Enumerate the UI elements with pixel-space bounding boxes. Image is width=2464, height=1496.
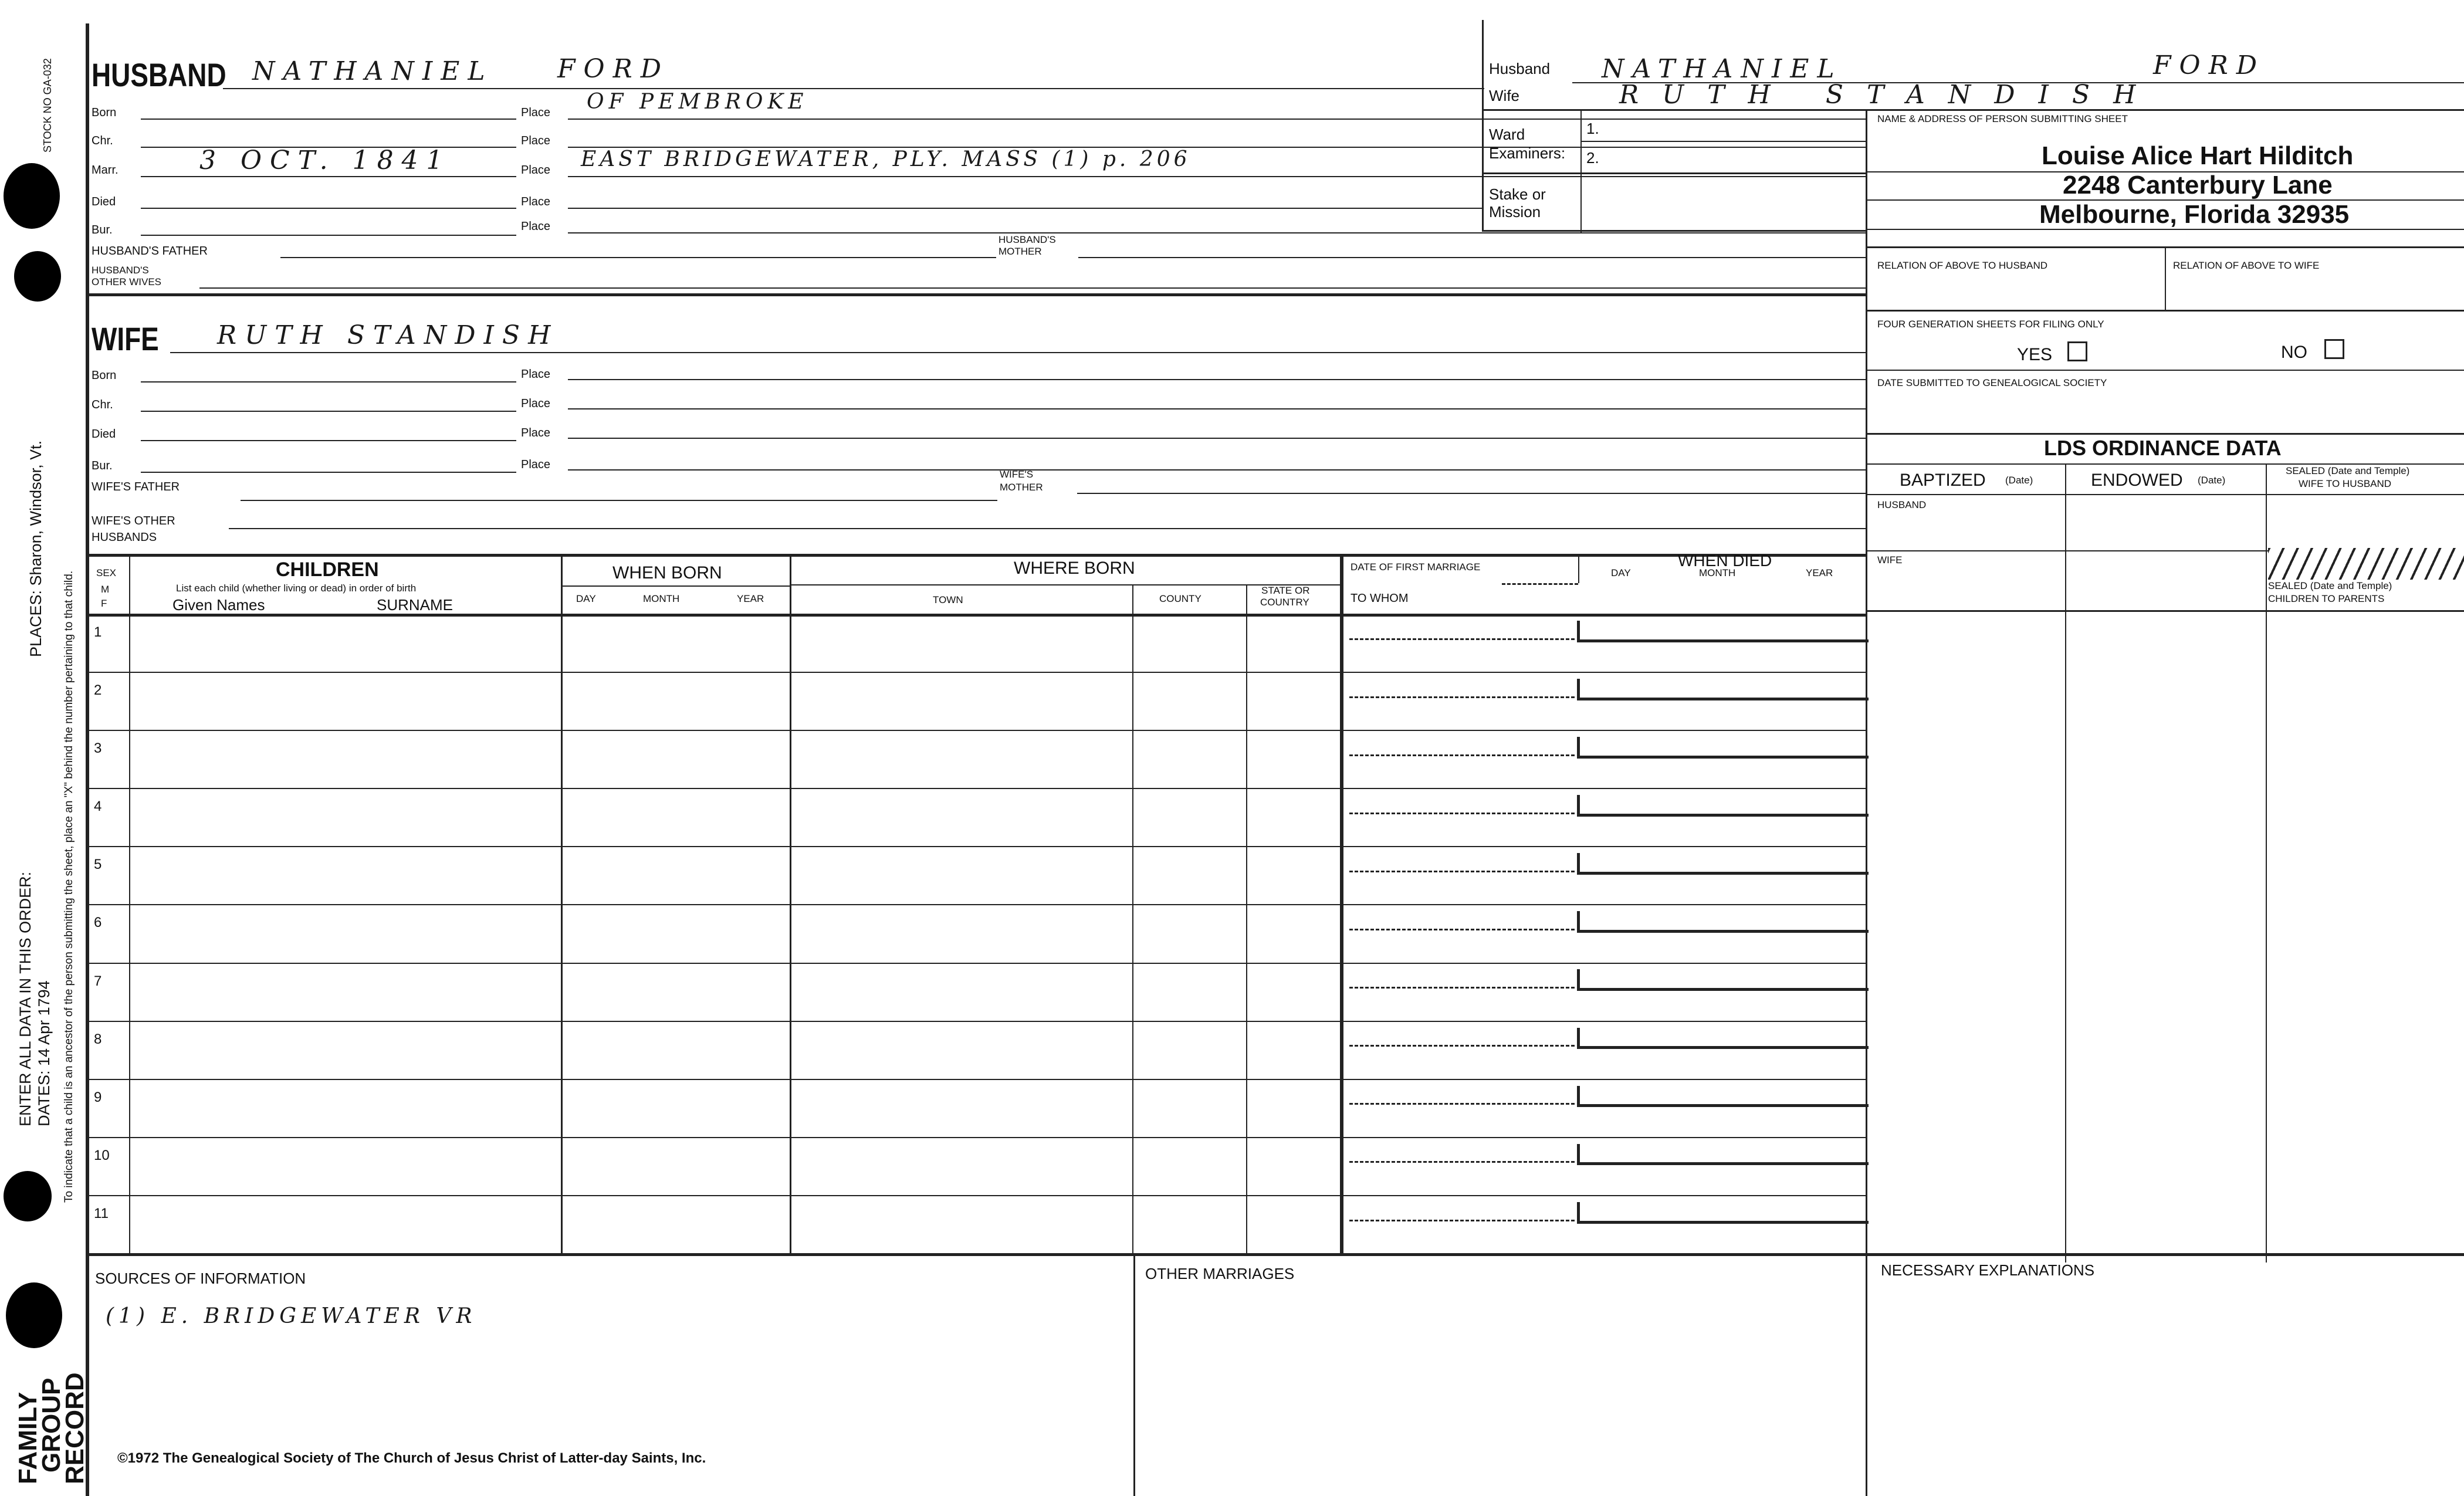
lds-sealed-label-1: SEALED (Date and Temple): [2286, 465, 2410, 476]
child-row-divider: [86, 963, 1866, 964]
child-marriage-dash: [1349, 871, 1575, 872]
wife-heading: WIFE: [92, 320, 159, 357]
surname-header: SURNAME: [377, 596, 453, 614]
child-died-bracket: [1577, 679, 1869, 700]
died-month-header: MONTH: [1699, 567, 1736, 578]
husbands-mother-label-1: HUSBAND'S: [999, 234, 1056, 245]
title-group: GROUP: [37, 1377, 66, 1473]
husband-marr-line: [141, 176, 516, 177]
wifes-father-label: WIFE'S FATHER: [92, 480, 180, 493]
lds-wife-label: WIFE: [1877, 554, 1903, 566]
lds-col-divider-2: [2266, 463, 2267, 1263]
lds-baptized: BAPTIZED: [1900, 471, 1986, 490]
wifes-father-line: [241, 500, 997, 501]
children-table-bottom: [86, 1253, 2464, 1256]
lds-husband-label: HUSBAND: [1877, 499, 1927, 510]
wifes-mother-label-1: WIFE'S: [1000, 469, 1034, 480]
punch-hole-1: [4, 163, 60, 229]
husband-marr-label: Marr.: [92, 164, 119, 177]
wife-died-line: [141, 440, 516, 441]
wife-bur-place-label: Place: [521, 458, 551, 471]
relation-divider: [2165, 246, 2166, 310]
husband-born-line: [141, 119, 516, 120]
husband-given-name: NATHANIEL: [252, 56, 493, 86]
child-row-divider: [86, 788, 1866, 789]
born-month-header: MONTH: [643, 593, 680, 604]
where-born-subline: [790, 584, 1342, 585]
husband-bur-place-line: [568, 232, 1866, 233]
side-instruction-indicate: To indicate that a child is an ancestor of the person submitting the sheet, place an "X" behind the number pertaining to that child.: [63, 570, 75, 1203]
wife-died-label: Died: [92, 428, 116, 441]
title-record: RECORD: [60, 1372, 89, 1484]
stake-bottom-line: [1482, 230, 1866, 232]
husbands-other-wives-label-2: OTHER WIVES: [92, 276, 162, 287]
lds-baptized-date: (Date): [2005, 475, 2033, 486]
husband-died-label: Died: [92, 195, 116, 208]
lds-title: LDS ORDINANCE DATA: [2044, 436, 2282, 460]
submitter-city: Melbourne, Florida 32935: [2039, 200, 2350, 229]
husbands-other-wives-label-1: HUSBAND'S: [92, 265, 149, 276]
submitter-label: NAME & ADDRESS OF PERSON SUBMITTING SHEET: [1877, 113, 2128, 124]
mission-label: Mission: [1489, 203, 1541, 221]
town-header: TOWN: [933, 594, 963, 605]
child-row-divider: [86, 730, 1866, 731]
child-row-number: 1: [94, 624, 102, 640]
relation-bottom: [1866, 310, 2464, 312]
lds-wife-bottom: [1866, 610, 2464, 612]
wifes-mother-line: [1077, 493, 1866, 494]
yes-checkbox[interactable]: [2067, 341, 2087, 361]
lds-sealed-label-2: WIFE TO HUSBAND: [2299, 478, 2392, 489]
header-wife-label: Wife: [1489, 87, 1519, 104]
husband-name-line: [223, 88, 1484, 89]
copyright: ©1972 The Genealogical Society of The Church of Jesus Christ of Latter-day Saints, Inc.: [117, 1450, 706, 1466]
child-marriage-dash: [1349, 754, 1575, 756]
husband-died-place-line: [568, 208, 1483, 209]
examiner-2: 2.: [1586, 149, 1599, 167]
examiners-label: Examiners:: [1489, 144, 1566, 162]
child-row-number: 3: [94, 740, 102, 757]
died-day-header: DAY: [1611, 567, 1631, 578]
header-wife-name: RUTH STANDISH: [1619, 80, 2160, 110]
sources-label: SOURCES OF INFORMATION: [95, 1270, 306, 1287]
child-marriage-dash: [1349, 1161, 1575, 1163]
husband-bur-label: Bur.: [92, 224, 113, 236]
child-row-number: 2: [94, 682, 102, 699]
child-row-divider: [86, 1137, 1866, 1138]
child-row-number: 10: [94, 1147, 110, 1163]
husband-died-place-label: Place: [521, 195, 551, 208]
lds-title-bottom: [1866, 463, 2464, 465]
husband-marr-place-line: [568, 176, 1866, 177]
child-died-bracket: [1577, 795, 1869, 817]
children-header-bottom: [86, 614, 1866, 617]
stock-number: STOCK NO GA-032: [42, 58, 53, 153]
form-left-border: [86, 23, 89, 1496]
husband-born-place: OF PEMBROKE: [587, 90, 808, 114]
wife-bur-label: Bur.: [92, 459, 113, 472]
wife-bur-line: [141, 472, 516, 473]
four-gen-label: FOUR GENERATION SHEETS FOR FILING ONLY: [1877, 319, 2104, 330]
husband-born-place-line: [568, 119, 1866, 120]
child-row-number: 4: [94, 798, 102, 815]
header-right-divider: [1482, 20, 1484, 231]
yes-label: YES: [2017, 345, 2053, 364]
child-row-number: 5: [94, 857, 102, 873]
child-marriage-dash: [1349, 987, 1575, 989]
husband-died-line: [141, 208, 516, 209]
stake-label: Stake or: [1489, 185, 1546, 203]
examiner-1-line: [1580, 141, 1866, 142]
child-marriage-dash: [1349, 1103, 1575, 1105]
wife-name-line: [170, 352, 1866, 353]
husband-section-bottom: [86, 293, 1866, 296]
wife-chr-place-line: [568, 408, 1866, 409]
wife-born-place-line: [568, 379, 1866, 380]
husbands-other-wives-line: [199, 287, 1866, 289]
no-label: NO: [2281, 343, 2307, 362]
lds-hatched-cell: [2268, 548, 2464, 580]
husbands-mother-label-2: MOTHER: [999, 246, 1042, 257]
died-year-header: YEAR: [1806, 567, 1833, 578]
husbands-father-label: HUSBAND'S FATHER: [92, 245, 208, 258]
wife-born-place-label: Place: [521, 368, 551, 381]
wife-born-line: [141, 381, 516, 383]
lds-sealed-children-1: SEALED (Date and Temple): [2268, 580, 2392, 591]
submitter-line-3: [1866, 229, 2464, 230]
wife-chr-place-label: Place: [521, 397, 551, 410]
when-born-header: WHEN BORN: [612, 563, 722, 583]
children-header: CHILDREN: [276, 559, 379, 581]
wife-section-bottom: [86, 554, 1866, 557]
col-sex-divider: [129, 554, 130, 1253]
lds-header-bottom: [1866, 494, 2464, 495]
when-born-subline: [561, 585, 790, 587]
first-marriage-header: DATE OF FIRST MARRIAGE: [1351, 561, 1481, 573]
examiner-1: 1.: [1586, 120, 1599, 137]
child-row-number: 9: [94, 1089, 102, 1105]
lds-col-divider-1: [2065, 463, 2066, 1263]
child-died-bracket: [1577, 853, 1869, 875]
child-died-bracket: [1577, 911, 1869, 933]
footer-divider-1: [1133, 1253, 1135, 1496]
child-died-bracket: [1577, 1086, 1869, 1108]
sex-f: F: [101, 598, 107, 609]
husband-surname: FORD: [557, 54, 670, 84]
child-died-bracket: [1577, 621, 1869, 642]
given-names-header: Given Names: [172, 596, 265, 614]
necessary-explanations-label: NECESSARY EXPLANATIONS: [1881, 1261, 2095, 1279]
child-row-divider: [86, 1195, 1866, 1196]
husbands-mother-line: [1078, 257, 1866, 258]
state-header-1: STATE OR: [1261, 585, 1310, 596]
wife-died-place-line: [568, 438, 1866, 439]
husbands-father-line: [280, 257, 996, 258]
side-instruction-order: ENTER ALL DATA IN THIS ORDER:: [16, 871, 34, 1126]
submitter-name: Louise Alice Hart Hilditch: [2042, 141, 2354, 170]
born-year-header: YEAR: [737, 593, 764, 604]
child-marriage-dash: [1349, 1220, 1575, 1221]
other-marriages-label: OTHER MARRIAGES: [1145, 1265, 1295, 1282]
child-marriage-dash: [1349, 813, 1575, 814]
wifes-mother-label-2: MOTHER: [1000, 482, 1043, 493]
four-gen-bottom: [1866, 370, 2464, 371]
date-submitted-label: DATE SUBMITTED TO GENEALOGICAL SOCIETY: [1877, 377, 2107, 388]
no-checkbox[interactable]: [2324, 339, 2344, 359]
child-died-bracket: [1577, 969, 1869, 991]
child-row-number: 11: [94, 1205, 109, 1221]
lds-sealed-children-2: CHILDREN TO PARENTS: [2268, 593, 2385, 604]
wifes-other-husbands-label-2: HUSBANDS: [92, 531, 157, 544]
husband-marriage-place: EAST BRIDGEWATER, PLY. MASS (1) p. 206: [581, 147, 1191, 171]
child-marriage-dash: [1349, 638, 1575, 640]
relation-wife-label: RELATION OF ABOVE TO WIFE: [2173, 260, 2320, 271]
sex-header: SEX: [96, 567, 117, 578]
wife-born-label: Born: [92, 369, 117, 382]
submitter-street: 2248 Canterbury Lane: [2063, 171, 2333, 199]
punch-hole-4: [6, 1282, 62, 1348]
husband-bur-place-label: Place: [521, 220, 551, 233]
wifes-other-husbands-line: [229, 528, 1866, 529]
wife-bur-place-line: [568, 469, 1866, 471]
husband-chr-place-label: Place: [521, 134, 551, 147]
to-whom-header: TO WHOM: [1351, 592, 1409, 605]
side-instruction-places: PLACES: Sharon, Windsor, Vt.: [27, 440, 45, 657]
husband-heading: HUSBAND: [92, 56, 226, 93]
first-marriage-dash: [1502, 583, 1578, 585]
header-husband-given: NATHANIEL: [1602, 54, 1843, 84]
header-husband-label: Husband: [1489, 60, 1551, 77]
lds-endowed-date: (Date): [2198, 475, 2226, 486]
child-marriage-dash: [1349, 1045, 1575, 1047]
wife-chr-line: [141, 411, 516, 412]
child-row-divider: [86, 904, 1866, 905]
state-header-2: COUNTRY: [1260, 597, 1309, 608]
examiner-2-line: [1482, 172, 1866, 174]
husband-chr-label: Chr.: [92, 134, 113, 147]
ward-divider: [1580, 109, 1582, 232]
title-family: FAMILY: [13, 1392, 42, 1484]
child-died-bracket: [1577, 737, 1869, 759]
wife-chr-label: Chr.: [92, 398, 113, 411]
child-row-number: 7: [94, 973, 102, 989]
child-row-divider: [86, 846, 1866, 847]
children-note: List each child (whether living or dead) in order of birth: [176, 583, 417, 594]
child-died-bracket: [1577, 1028, 1869, 1050]
child-row-divider: [86, 1021, 1866, 1022]
child-marriage-dash: [1349, 696, 1575, 698]
header-husband-surname: FORD: [2153, 50, 2266, 80]
sources-value: (1) E. BRIDGEWATER VR: [106, 1304, 477, 1328]
wife-died-place-label: Place: [521, 427, 551, 439]
col-town-divider: [1132, 584, 1133, 1253]
when-died-divider: [1578, 554, 1579, 583]
ward-label: Ward: [1489, 126, 1525, 143]
husband-born-label: Born: [92, 106, 117, 119]
col-county-divider: [1246, 584, 1247, 1253]
child-died-bracket: [1577, 1202, 1869, 1224]
lds-endowed: ENDOWED: [2091, 471, 2183, 490]
husband-marr-place-label: Place: [521, 164, 551, 177]
county-header: COUNTY: [1159, 593, 1201, 604]
wife-name: RUTH STANDISH: [217, 320, 559, 350]
child-row-number: 8: [94, 1031, 102, 1047]
born-day-header: DAY: [576, 593, 596, 604]
husband-bur-line: [141, 235, 516, 236]
where-born-header: WHERE BORN: [1014, 559, 1135, 578]
header-wife-line: [1482, 109, 2464, 111]
wifes-other-husbands-label-1: WIFE'S OTHER: [92, 515, 175, 527]
child-row-divider: [86, 1079, 1866, 1080]
husband-born-place-label: Place: [521, 106, 551, 119]
side-instruction-dates: DATES: 14 Apr 1794: [35, 980, 53, 1126]
child-row-number: 6: [94, 915, 102, 931]
sex-m: M: [101, 584, 110, 595]
husband-marriage-date: 3 OCT. 1841: [199, 145, 451, 175]
child-marriage-dash: [1349, 929, 1575, 930]
punch-hole-3: [4, 1171, 52, 1221]
relation-husband-label: RELATION OF ABOVE TO HUSBAND: [1877, 260, 2048, 271]
child-row-divider: [86, 672, 1866, 673]
child-died-bracket: [1577, 1144, 1869, 1166]
date-submitted-bottom: [1866, 433, 2464, 435]
punch-hole-2: [14, 251, 61, 302]
when-died-header: WHEN DIED: [1678, 551, 1772, 570]
